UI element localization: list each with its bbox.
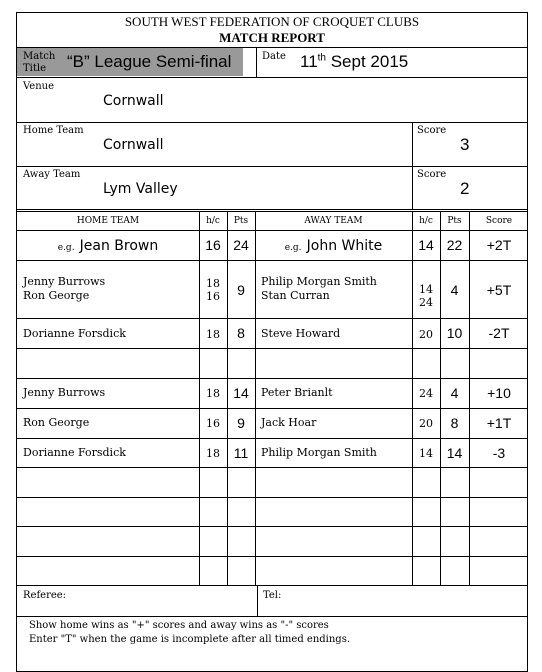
home-team-label: Home Team [23, 125, 84, 136]
row2-home-hc: 18 [206, 328, 220, 341]
row1-away-hc: 14 24 [419, 283, 433, 309]
row5-away-hc: 14 [419, 447, 433, 460]
example-away-pts: 22 [446, 237, 463, 253]
row5-home-pts: 11 [233, 445, 249, 461]
row3-home-pts: 14 [233, 385, 249, 401]
row2-away-hc: 20 [419, 328, 433, 341]
venue-value: Cornwall [103, 93, 164, 109]
row2-home: Dorianne Forsdick [23, 327, 126, 340]
match-title-label-2: Title [23, 63, 47, 74]
row3-away-pts: 4 [450, 385, 459, 401]
row1-away: Philip Morgan Smith Stan Curran [261, 275, 377, 302]
example-home-hc: 16 [205, 237, 221, 253]
example-away: e.g. John White [284, 238, 383, 254]
row4-home: Ron George [23, 416, 90, 429]
away-team-label: Away Team [23, 169, 81, 180]
org-title: SOUTH WEST FEDERATION OF CROQUET CLUBS [124, 14, 420, 29]
row4-score: +1T [486, 415, 512, 431]
row3-home-hc: 18 [206, 387, 220, 400]
report-title: MATCH REPORT [219, 30, 325, 45]
row5-away: Philip Morgan Smith [261, 446, 377, 459]
match-title-label-1: Match [23, 51, 56, 62]
row4-home-hc: 16 [206, 417, 220, 430]
row4-away-hc: 20 [419, 417, 433, 430]
row1-score: +5T [486, 282, 512, 298]
row4-away: Jack Hoar [261, 416, 317, 429]
example-score: +2T [486, 237, 512, 253]
example-away-hc: 14 [418, 237, 434, 253]
row3-away-hc: 24 [419, 387, 433, 400]
date-value: 11th Sept 2015 [300, 52, 409, 71]
header-home-hc: h/c [206, 216, 220, 226]
home-score-value: 3 [460, 135, 470, 154]
header-score: Score [485, 216, 513, 226]
row2-home-pts: 8 [237, 325, 245, 341]
tel-label: Tel: [263, 590, 282, 601]
row5-home-hc: 18 [206, 447, 220, 460]
home-score-label: Score [417, 125, 447, 136]
date-label: Date [262, 51, 286, 62]
row2-away-pts: 10 [446, 325, 463, 341]
row3-away: Peter Brianlt [261, 386, 333, 399]
referee-label: Referee: [23, 590, 67, 601]
row1-away-pts: 4 [450, 282, 459, 298]
header-home-pts: Pts [233, 216, 249, 226]
row4-away-pts: 8 [450, 415, 459, 431]
row4-home-pts: 9 [237, 415, 245, 431]
note-timed: Enter "T" when the game is incomplete after all timed endings. [29, 634, 351, 645]
header-home-team: HOME TEAM [76, 216, 140, 226]
match-report-form [16, 12, 528, 672]
row5-score: -3 [492, 445, 506, 461]
header-away-hc: h/c [419, 216, 433, 226]
row1-home-hc: 18 16 [206, 277, 220, 303]
row5-home: Dorianne Forsdick [23, 446, 126, 459]
row5-away-pts: 14 [446, 445, 463, 461]
row2-score: -2T [488, 325, 510, 341]
away-team-value: Lym Valley [103, 181, 178, 197]
row2-away: Steve Howard [261, 327, 341, 340]
note-scores: Show home wins as "+" scores and away wins as "-" scores [29, 620, 329, 631]
header-away-pts: Pts [447, 216, 462, 226]
row1-home-pts: 9 [237, 282, 245, 298]
venue-label: Venue [23, 81, 55, 92]
row3-score: +10 [487, 385, 511, 401]
away-score-label: Score [417, 169, 447, 180]
home-team-value: Cornwall [103, 137, 164, 153]
row3-home: Jenny Burrows [23, 386, 106, 399]
match-title-value: “B” League Semi-final [67, 52, 232, 71]
row1-home: Jenny Burrows Ron George [23, 275, 106, 302]
away-score-value: 2 [460, 179, 470, 198]
example-home: e.g. Jean Brown [57, 238, 159, 254]
header-away-team: AWAY TEAM [304, 216, 363, 226]
example-home-pts: 24 [233, 237, 249, 253]
